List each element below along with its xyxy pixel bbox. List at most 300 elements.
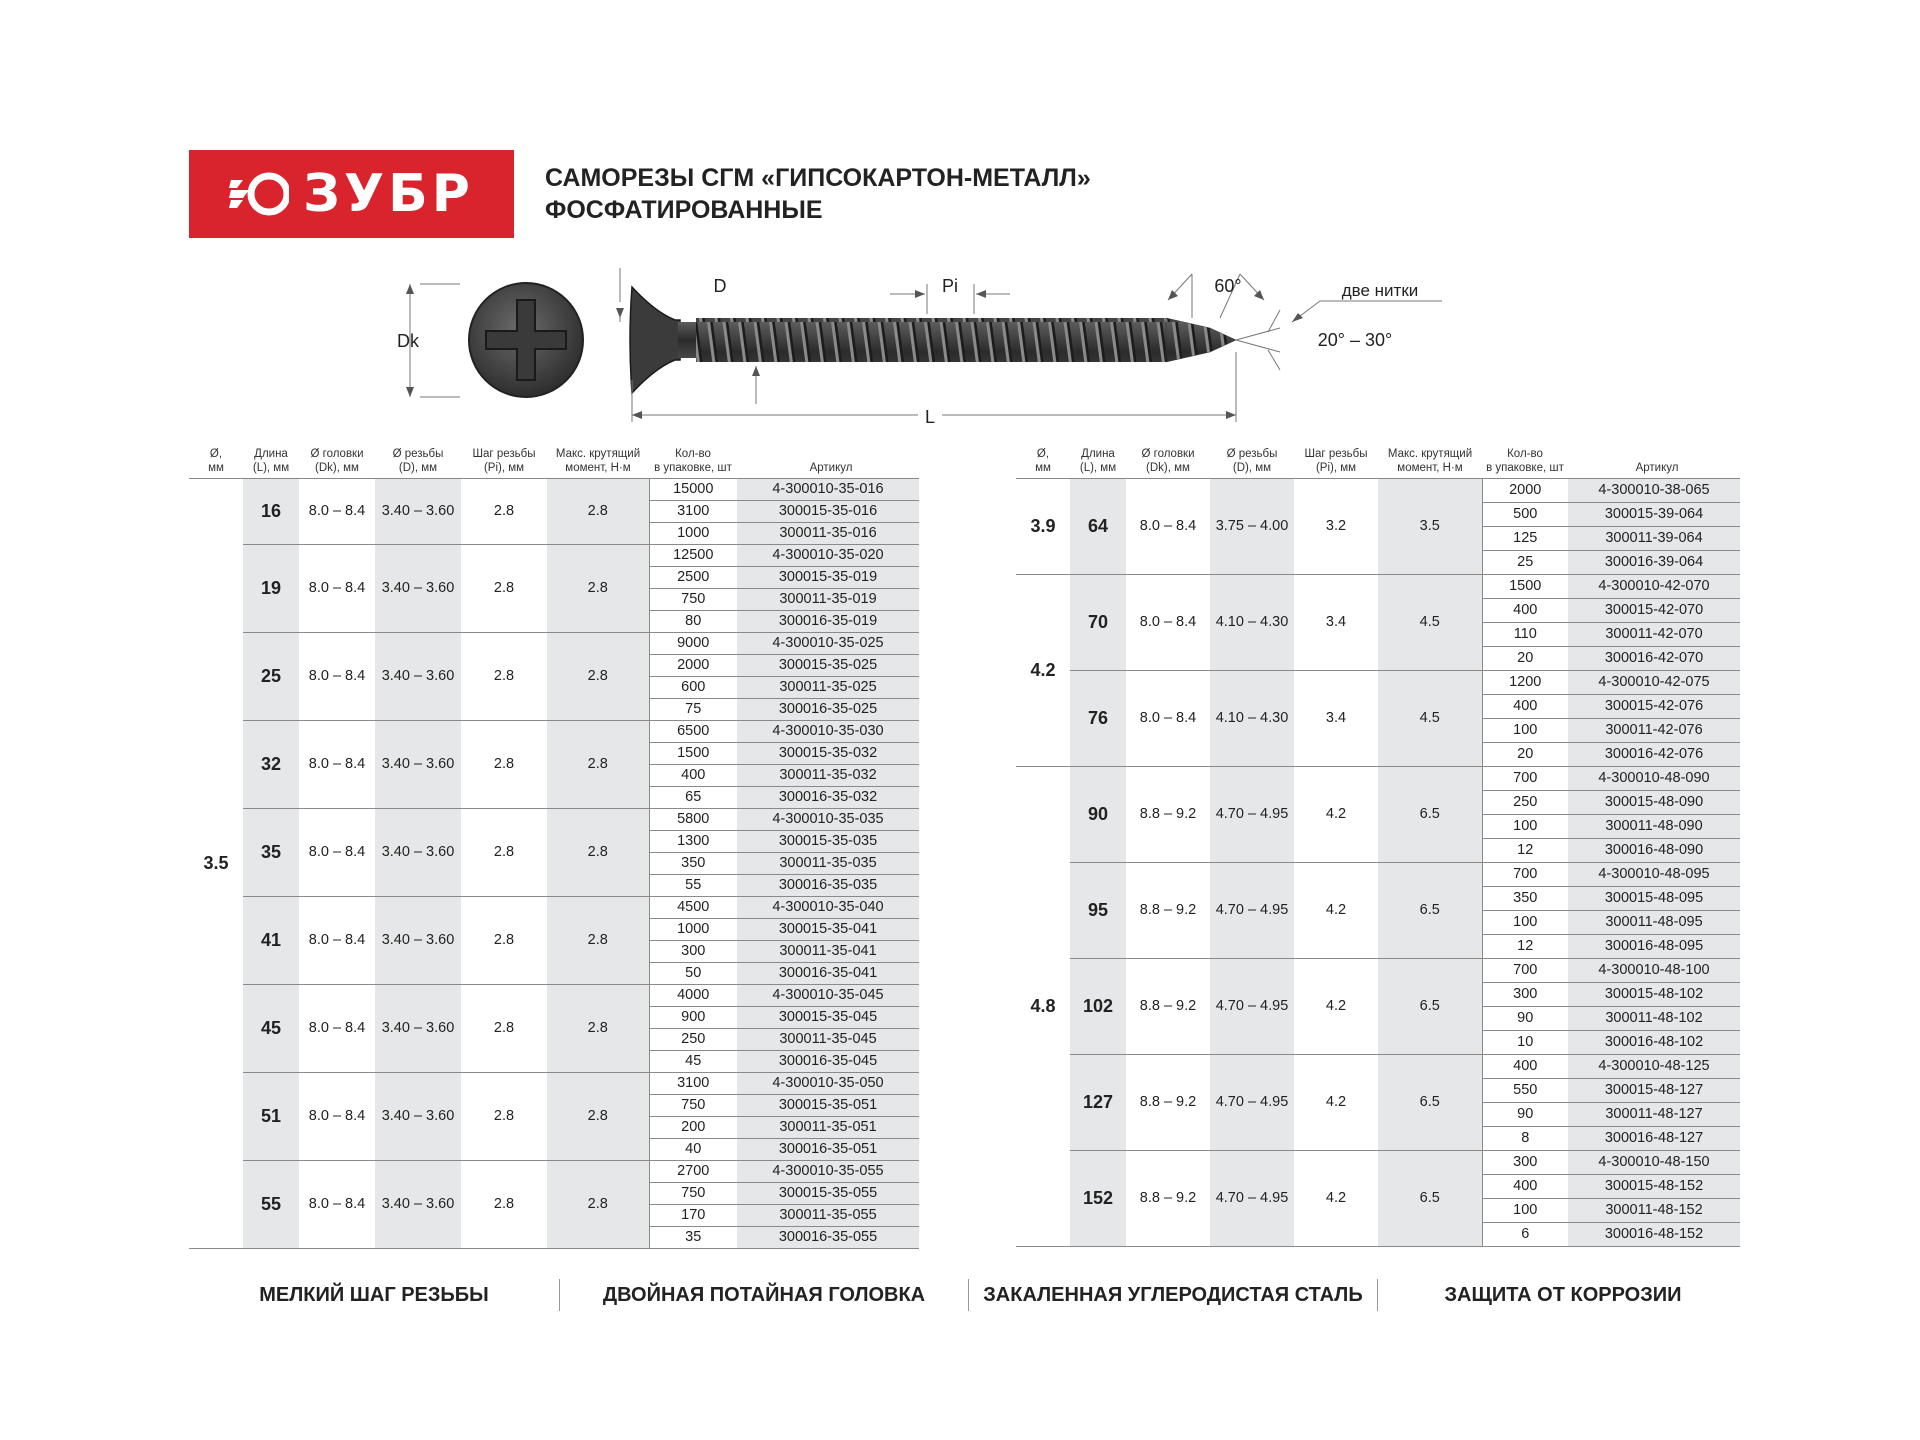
quantity-cell: 170 [649, 1204, 737, 1226]
pitch-cell: 4.2 [1294, 862, 1378, 958]
article-cell: 300011-48-095 [1568, 910, 1740, 934]
article-cell: 4-300010-35-050 [737, 1072, 919, 1094]
quantity-cell: 300 [1482, 982, 1568, 1006]
head-diameter-cell: 8.0 – 8.4 [299, 896, 375, 984]
quantity-cell: 2500 [649, 566, 737, 588]
thread-diameter-cell: 4.70 – 4.95 [1210, 1054, 1294, 1150]
quantity-cell: 65 [649, 786, 737, 808]
length-cell: 45 [243, 984, 299, 1072]
article-cell: 4-300010-48-095 [1568, 862, 1740, 886]
quantity-cell: 400 [1482, 598, 1568, 622]
thread-diameter-cell: 4.70 – 4.95 [1210, 862, 1294, 958]
article-cell: 300015-35-055 [737, 1182, 919, 1204]
header-line: Ø резьбы [392, 447, 444, 460]
article-cell: 300015-35-035 [737, 830, 919, 852]
quantity-cell: 3100 [649, 1072, 737, 1094]
torque-cell: 2.8 [547, 1160, 649, 1248]
header-length [1070, 440, 1126, 478]
quantity-cell: 550 [1482, 1078, 1568, 1102]
table-header [189, 440, 919, 478]
quantity-cell: 400 [649, 764, 737, 786]
article-cell: 300015-42-070 [1568, 598, 1740, 622]
quantity-cell: 2700 [649, 1160, 737, 1182]
table-row [1016, 1150, 1740, 1174]
quantity-cell: 3100 [649, 500, 737, 522]
quantity-cell: 110 [1482, 622, 1568, 646]
article-cell: 300015-35-051 [737, 1094, 919, 1116]
article-cell: 4-300010-48-125 [1568, 1054, 1740, 1078]
quantity-cell: 45 [649, 1050, 737, 1072]
pitch-cell: 4.2 [1294, 958, 1378, 1054]
quantity-cell: 750 [649, 1094, 737, 1116]
quantity-cell: 2000 [649, 654, 737, 676]
quantity-cell: 1300 [649, 830, 737, 852]
length-cell: 51 [243, 1072, 299, 1160]
article-cell: 300016-35-041 [737, 962, 919, 984]
head-diameter-cell: 8.0 – 8.4 [299, 808, 375, 896]
article-cell: 300016-48-102 [1568, 1030, 1740, 1054]
head-diameter-cell: 8.0 – 8.4 [299, 1160, 375, 1248]
header-line: (Dk), мм [1146, 461, 1190, 474]
length-cell: 76 [1070, 670, 1126, 766]
article-cell: 300011-39-064 [1568, 526, 1740, 550]
length-cell: 19 [243, 544, 299, 632]
header-head [299, 440, 375, 478]
quantity-cell: 20 [1482, 742, 1568, 766]
pi-label: Pi [941, 276, 959, 296]
header-line: Длина [1081, 447, 1115, 460]
article-cell: 300011-48-127 [1568, 1102, 1740, 1126]
header-line: в упаковке, шт [1486, 461, 1564, 474]
quantity-cell: 125 [1482, 526, 1568, 550]
l-label: L [924, 407, 936, 427]
head-diameter-cell: 8.8 – 9.2 [1126, 862, 1210, 958]
length-cell: 41 [243, 896, 299, 984]
article-cell: 300016-35-032 [737, 786, 919, 808]
quantity-cell: 55 [649, 874, 737, 896]
quantity-cell: 35 [649, 1226, 737, 1248]
header-article [1568, 440, 1740, 478]
quantity-cell: 400 [1482, 1174, 1568, 1198]
quantity-cell: 4500 [649, 896, 737, 918]
article-cell: 300011-35-035 [737, 852, 919, 874]
article-cell: 300016-35-055 [737, 1226, 919, 1248]
table-row [1016, 670, 1740, 694]
length-cell: 127 [1070, 1054, 1126, 1150]
head-diameter-cell: 8.0 – 8.4 [1126, 670, 1210, 766]
quantity-cell: 2000 [1482, 478, 1568, 502]
torque-cell: 4.5 [1378, 670, 1482, 766]
feature-item: ЗАЩИТА ОТ КОРРОЗИИ [1444, 1283, 1682, 1306]
header-article [737, 440, 919, 478]
header-line: Ø, [1036, 447, 1050, 460]
article-cell: 300015-48-102 [1568, 982, 1740, 1006]
head-diameter-cell: 8.0 – 8.4 [1126, 574, 1210, 670]
quantity-cell: 75 [649, 698, 737, 720]
quantity-cell: 100 [1482, 814, 1568, 838]
quantity-cell: 1500 [1482, 574, 1568, 598]
article-cell: 300015-35-019 [737, 566, 919, 588]
threads-label: две нитки [1341, 281, 1419, 300]
thread-diameter-cell: 3.40 – 3.60 [375, 1072, 461, 1160]
torque-cell: 4.5 [1378, 574, 1482, 670]
article-cell: 300015-48-127 [1568, 1078, 1740, 1102]
title-line-2: ФОСФАТИРОВАННЫЕ [545, 196, 823, 224]
header-head [1126, 440, 1210, 478]
brand-name: ЗУБР [303, 164, 474, 224]
thread-diameter-cell: 3.40 – 3.60 [375, 808, 461, 896]
header-line: (D), мм [1232, 461, 1272, 474]
length-cell: 90 [1070, 766, 1126, 862]
header-line: Артикул [809, 461, 853, 474]
diameter-cell: 4.2 [1016, 574, 1070, 766]
article-cell: 300011-48-102 [1568, 1006, 1740, 1030]
header-line: Ø резьбы [1226, 447, 1278, 460]
quantity-cell: 90 [1482, 1006, 1568, 1030]
article-cell: 300015-39-064 [1568, 502, 1740, 526]
article-cell: 300015-48-152 [1568, 1174, 1740, 1198]
torque-cell: 3.5 [1378, 478, 1482, 574]
torque-cell: 2.8 [547, 720, 649, 808]
screw-side-view [630, 287, 1236, 393]
header-pitch [461, 440, 547, 478]
dk-label: Dk [397, 331, 419, 351]
quantity-cell: 5800 [649, 808, 737, 830]
header-line: (Dk), мм [315, 461, 359, 474]
pitch-cell: 2.8 [461, 544, 547, 632]
header-pitch [1294, 440, 1378, 478]
article-cell: 300016-48-127 [1568, 1126, 1740, 1150]
article-cell: 300016-42-076 [1568, 742, 1740, 766]
article-cell: 300015-48-090 [1568, 790, 1740, 814]
diameter-cell: 4.8 [1016, 766, 1070, 1246]
quantity-cell: 600 [649, 676, 737, 698]
thread-diameter-cell: 3.40 – 3.60 [375, 1160, 461, 1248]
pitch-cell: 2.8 [461, 984, 547, 1072]
table-row [189, 984, 919, 1006]
article-cell: 4-300010-35-016 [737, 478, 919, 500]
article-cell: 300016-42-070 [1568, 646, 1740, 670]
table-row [1016, 574, 1740, 598]
header-line: (D), мм [398, 461, 438, 474]
table-row [189, 1160, 919, 1182]
diameter-cell: 3.9 [1016, 478, 1070, 574]
pitch-cell: 4.2 [1294, 766, 1378, 862]
header-line: (Pi), мм [483, 461, 525, 474]
header-line: момент, Н·м [565, 461, 631, 474]
article-cell: 300011-35-025 [737, 676, 919, 698]
article-cell: 300011-42-070 [1568, 622, 1740, 646]
length-cell: 55 [243, 1160, 299, 1248]
head-diameter-cell: 8.8 – 9.2 [1126, 1054, 1210, 1150]
quantity-cell: 700 [1482, 862, 1568, 886]
quantity-cell: 300 [649, 940, 737, 962]
table-row [1016, 478, 1740, 502]
quantity-cell: 6 [1482, 1222, 1568, 1246]
length-cell: 32 [243, 720, 299, 808]
d-label: D [713, 276, 727, 296]
pitch-cell: 4.2 [1294, 1054, 1378, 1150]
thread-diameter-cell: 3.40 – 3.60 [375, 632, 461, 720]
article-cell: 4-300010-38-065 [1568, 478, 1740, 502]
article-cell: 300011-48-152 [1568, 1198, 1740, 1222]
table-row [189, 1072, 919, 1094]
article-cell: 300011-35-045 [737, 1028, 919, 1050]
length-cell: 102 [1070, 958, 1126, 1054]
threads-callout [1292, 301, 1442, 322]
header-line: (L), мм [1079, 461, 1117, 474]
article-cell: 300016-39-064 [1568, 550, 1740, 574]
quantity-cell: 300 [1482, 1150, 1568, 1174]
header-line: (Pi), мм [1315, 461, 1357, 474]
article-cell: 4-300010-48-090 [1568, 766, 1740, 790]
screw-diagram [380, 262, 1540, 432]
header-thread [375, 440, 461, 478]
torque-cell: 2.8 [547, 632, 649, 720]
quantity-cell: 9000 [649, 632, 737, 654]
article-cell: 300016-35-019 [737, 610, 919, 632]
article-cell: 300016-48-095 [1568, 934, 1740, 958]
pitch-cell: 4.2 [1294, 1150, 1378, 1246]
pitch-cell: 3.2 [1294, 478, 1378, 574]
length-cell: 152 [1070, 1150, 1126, 1246]
article-cell: 4-300010-42-070 [1568, 574, 1740, 598]
table-row [189, 896, 919, 918]
article-cell: 300015-42-076 [1568, 694, 1740, 718]
feature-item: ЗАКАЛЕННАЯ УГЛЕРОДИСТАЯ СТАЛЬ [983, 1283, 1363, 1306]
thread-diameter-cell: 3.40 – 3.60 [375, 984, 461, 1072]
thread-diameter-cell: 3.40 – 3.60 [375, 478, 461, 544]
head-diameter-cell: 8.0 – 8.4 [299, 720, 375, 808]
article-cell: 300015-48-095 [1568, 886, 1740, 910]
torque-cell: 2.8 [547, 1072, 649, 1160]
quantity-cell: 90 [1482, 1102, 1568, 1126]
article-cell: 4-300010-35-020 [737, 544, 919, 566]
head-diameter-cell: 8.0 – 8.4 [299, 544, 375, 632]
article-cell: 300011-35-019 [737, 588, 919, 610]
article-cell: 300016-35-045 [737, 1050, 919, 1072]
thread-diameter-cell: 4.10 – 4.30 [1210, 670, 1294, 766]
article-cell: 300015-35-016 [737, 500, 919, 522]
features-bar [189, 1277, 1749, 1313]
header-line: Кол-во [1507, 447, 1543, 460]
article-cell: 300016-48-090 [1568, 838, 1740, 862]
pitch-cell: 2.8 [461, 808, 547, 896]
header-line: мм [1035, 461, 1051, 474]
thread-diameter-cell: 4.70 – 4.95 [1210, 1150, 1294, 1246]
torque-cell: 2.8 [547, 478, 649, 544]
logo-mark-icon [229, 172, 289, 216]
header-line: Артикул [1635, 461, 1679, 474]
quantity-cell: 12 [1482, 838, 1568, 862]
diameter-cell: 3.5 [189, 478, 243, 1248]
quantity-cell: 250 [649, 1028, 737, 1050]
head-diameter-cell: 8.0 – 8.4 [1126, 478, 1210, 574]
spec-table-right [1016, 440, 1740, 1247]
quantity-cell: 1000 [649, 918, 737, 940]
thread-diameter-cell: 4.70 – 4.95 [1210, 766, 1294, 862]
quantity-cell: 1500 [649, 742, 737, 764]
length-cell: 16 [243, 478, 299, 544]
head-diameter-cell: 8.8 – 9.2 [1126, 1150, 1210, 1246]
page-title [545, 162, 1091, 226]
torque-cell: 6.5 [1378, 958, 1482, 1054]
header-torque [547, 440, 649, 478]
quantity-cell: 200 [649, 1116, 737, 1138]
quantity-cell: 50 [649, 962, 737, 984]
head-diameter-cell: 8.0 – 8.4 [299, 1072, 375, 1160]
tip-angle-label: 20° – 30° [1317, 330, 1393, 350]
article-cell: 4-300010-48-150 [1568, 1150, 1740, 1174]
article-cell: 300011-35-051 [737, 1116, 919, 1138]
length-cell: 95 [1070, 862, 1126, 958]
article-cell: 300011-48-090 [1568, 814, 1740, 838]
header-line: Кол-во [675, 447, 711, 460]
quantity-cell: 10 [1482, 1030, 1568, 1054]
quantity-cell: 750 [649, 588, 737, 610]
table-row [189, 544, 919, 566]
article-cell: 300016-35-035 [737, 874, 919, 896]
head-diameter-cell: 8.0 – 8.4 [299, 632, 375, 720]
table-row [189, 632, 919, 654]
length-cell: 70 [1070, 574, 1126, 670]
quantity-cell: 12 [1482, 934, 1568, 958]
quantity-cell: 20 [1482, 646, 1568, 670]
table-row [189, 808, 919, 830]
header-diam [1016, 440, 1070, 478]
header-line: Ø головки [310, 447, 364, 460]
article-cell: 4-300010-35-055 [737, 1160, 919, 1182]
article-cell: 300015-35-032 [737, 742, 919, 764]
article-cell: 300011-35-032 [737, 764, 919, 786]
table-row [189, 720, 919, 742]
quantity-cell: 6500 [649, 720, 737, 742]
spec-table-left [189, 440, 919, 1249]
thread-diameter-cell: 4.10 – 4.30 [1210, 574, 1294, 670]
quantity-cell: 100 [1482, 910, 1568, 934]
table-row [189, 478, 919, 500]
torque-cell: 6.5 [1378, 862, 1482, 958]
quantity-cell: 4000 [649, 984, 737, 1006]
torque-cell: 2.8 [547, 808, 649, 896]
quantity-cell: 8 [1482, 1126, 1568, 1150]
length-cell: 64 [1070, 478, 1126, 574]
header-line: Ø головки [1141, 447, 1195, 460]
pitch-cell: 2.8 [461, 896, 547, 984]
torque-cell: 2.8 [547, 896, 649, 984]
article-cell: 4-300010-35-045 [737, 984, 919, 1006]
header-line: момент, Н·м [1397, 461, 1463, 474]
quantity-cell: 15000 [649, 478, 737, 500]
article-cell: 4-300010-35-030 [737, 720, 919, 742]
quantity-cell: 100 [1482, 1198, 1568, 1222]
header-line: (L), мм [252, 461, 290, 474]
thread-diameter-cell: 4.70 – 4.95 [1210, 958, 1294, 1054]
header-line: Макс. крутящий [1387, 447, 1473, 460]
article-cell: 300016-35-025 [737, 698, 919, 720]
brand-logo [189, 150, 514, 238]
torque-cell: 6.5 [1378, 766, 1482, 862]
quantity-cell: 400 [1482, 1054, 1568, 1078]
quantity-cell: 12500 [649, 544, 737, 566]
angle-label: 60° [1214, 276, 1242, 296]
article-cell: 300016-48-152 [1568, 1222, 1740, 1246]
head-diameter-cell: 8.0 – 8.4 [299, 478, 375, 544]
header-thread [1210, 440, 1294, 478]
thread-diameter-cell: 3.40 – 3.60 [375, 720, 461, 808]
quantity-cell: 350 [1482, 886, 1568, 910]
thread-diameter-cell: 3.40 – 3.60 [375, 544, 461, 632]
quantity-cell: 500 [1482, 502, 1568, 526]
thread-diameter-cell: 3.40 – 3.60 [375, 896, 461, 984]
article-cell: 300011-35-041 [737, 940, 919, 962]
article-cell: 300011-35-016 [737, 522, 919, 544]
quantity-cell: 400 [1482, 694, 1568, 718]
head-diameter-cell: 8.0 – 8.4 [299, 984, 375, 1072]
thread-diameter-cell: 3.75 – 4.00 [1210, 478, 1294, 574]
article-cell: 4-300010-35-035 [737, 808, 919, 830]
article-cell: 300011-35-055 [737, 1204, 919, 1226]
pitch-cell: 3.4 [1294, 574, 1378, 670]
article-cell: 4-300010-48-100 [1568, 958, 1740, 982]
quantity-cell: 700 [1482, 766, 1568, 790]
article-cell: 4-300010-35-025 [737, 632, 919, 654]
length-cell: 35 [243, 808, 299, 896]
quantity-cell: 40 [649, 1138, 737, 1160]
head-diameter-cell: 8.8 – 9.2 [1126, 766, 1210, 862]
pitch-cell: 2.8 [461, 720, 547, 808]
torque-cell: 2.8 [547, 544, 649, 632]
article-cell: 4-300010-42-075 [1568, 670, 1740, 694]
pitch-cell: 2.8 [461, 632, 547, 720]
head-diameter-cell: 8.8 – 9.2 [1126, 958, 1210, 1054]
quantity-cell: 700 [1482, 958, 1568, 982]
quantity-cell: 1200 [1482, 670, 1568, 694]
table-row [1016, 1054, 1740, 1078]
torque-cell: 6.5 [1378, 1054, 1482, 1150]
header-torque [1378, 440, 1482, 478]
quantity-cell: 1000 [649, 522, 737, 544]
pitch-cell: 2.8 [461, 478, 547, 544]
length-cell: 25 [243, 632, 299, 720]
table-header [1016, 440, 1740, 478]
quantity-cell: 80 [649, 610, 737, 632]
article-cell: 300015-35-041 [737, 918, 919, 940]
header-line: Шаг резьбы [472, 447, 536, 460]
quantity-cell: 25 [1482, 550, 1568, 574]
header-diam [189, 440, 243, 478]
table-row [1016, 862, 1740, 886]
tip-angle-dimension [1236, 310, 1280, 370]
screw-head-top-view [469, 283, 583, 397]
quantity-cell: 250 [1482, 790, 1568, 814]
pitch-cell: 3.4 [1294, 670, 1378, 766]
header-qty [1482, 440, 1568, 478]
quantity-cell: 350 [649, 852, 737, 874]
table-row [1016, 958, 1740, 982]
article-cell: 4-300010-35-040 [737, 896, 919, 918]
header-line: Шаг резьбы [1304, 447, 1368, 460]
quantity-cell: 100 [1482, 718, 1568, 742]
pitch-cell: 2.8 [461, 1072, 547, 1160]
header-length [243, 440, 299, 478]
article-cell: 300011-42-076 [1568, 718, 1740, 742]
article-cell: 300016-35-051 [737, 1138, 919, 1160]
quantity-cell: 750 [649, 1182, 737, 1204]
article-cell: 300015-35-025 [737, 654, 919, 676]
title-line-1: САМОРЕЗЫ СГМ «ГИПСОКАРТОН-МЕТАЛЛ» [545, 164, 1091, 192]
pitch-cell: 2.8 [461, 1160, 547, 1248]
